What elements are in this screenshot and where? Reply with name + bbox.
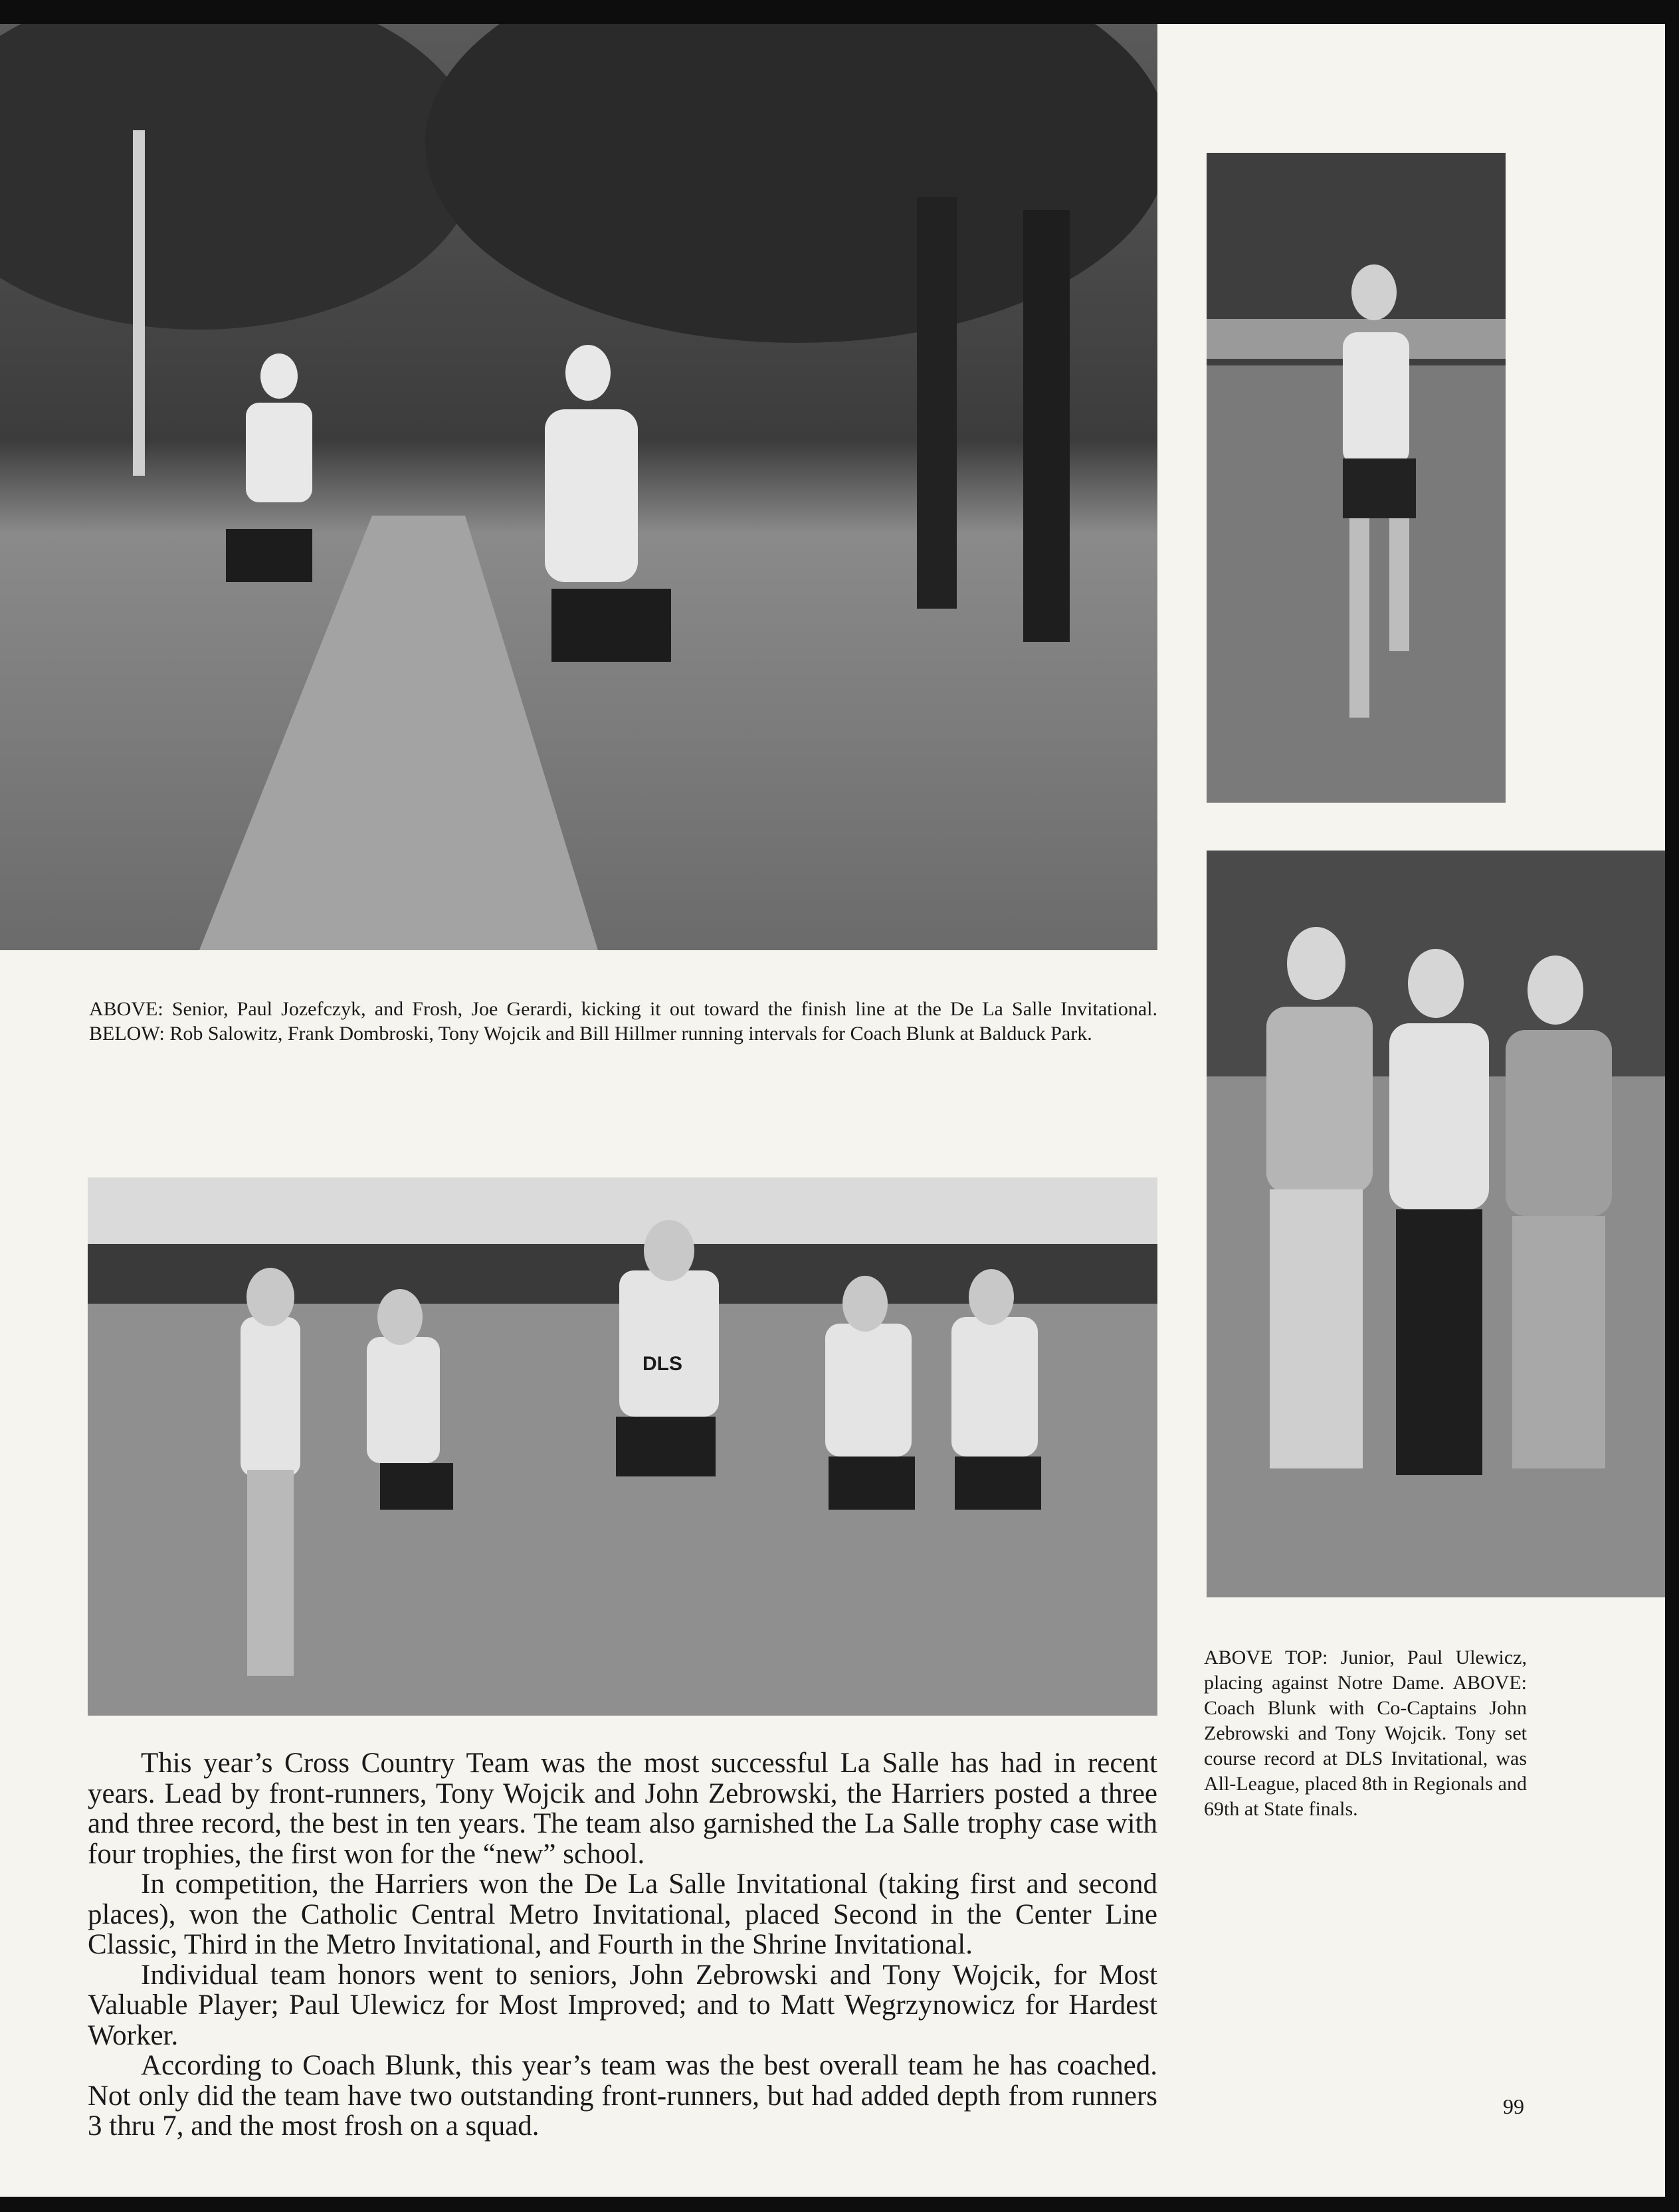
jersey-text: DLS <box>642 1353 682 1375</box>
photo-intervals-balduck-park <box>88 1177 1157 1716</box>
photo-runner-ulewicz <box>1207 153 1506 803</box>
article-paragraph: Individual team honors went to seniors, John Zebrowski and Tony Wojcik, for Most Valuable Player; Paul Ulewicz for Most Improved; and to Matt Wegrzynowicz for Hardest Worker. <box>88 1959 1157 2051</box>
article-body <box>88 1748 1157 2142</box>
caption-side-photos: ABOVE TOP: Junior, Paul Ulewicz, placing against Notre Dame. ABOVE: Coach Blunk with Co-Captains John Zebrowski and Tony Wojcik. Tony set course record at DLS Invitational, was All-League, placed 8th in Regionals and 69th at State finals. <box>1204 1647 1527 1820</box>
yearbook-page <box>0 24 1665 2197</box>
photo-runners-finish-line <box>0 24 1157 950</box>
page-number: 99 <box>1503 2094 1524 2118</box>
caption-main-photos: ABOVE: Senior, Paul Jozefczyk, and Frosh, Joe Gerardi, kicking it out toward the finish line at the De La Salle Invitational. BELOW: Rob Salowitz, Frank Dombroski, Tony Wojcik and Bill Hillmer running intervals for Coach Blunk at Balduck Park. <box>89 998 1157 1045</box>
article-paragraph: This year’s Cross Country Team was the most successful La Salle has had in recent years. Lead by front-runners, Tony Wojcik and John Zebrowski, the Harriers posted a three and three record, the best in ten years. The team also garnished the La Salle trophy case with four trophies, the first won for the “new” school. <box>88 1748 1157 1870</box>
photo-coach-and-cocaptains <box>1207 851 1665 1597</box>
article-paragraph: According to Coach Blunk, this year’s team was the best overall team he has coached. Not only did the team have two outstanding front-runners, but had added depth from runners 3 thru 7, and the most frosh on a squad. <box>88 2050 1157 2142</box>
article-paragraph: In competition, the Harriers won the De La Salle Invitational (taking first and second places), won the Catholic Central Metro Invitational, placed Second in the Center Line Classic, Third in the Metro Invitational, and Fourth in the Shrine Invitational. <box>88 1868 1157 1960</box>
